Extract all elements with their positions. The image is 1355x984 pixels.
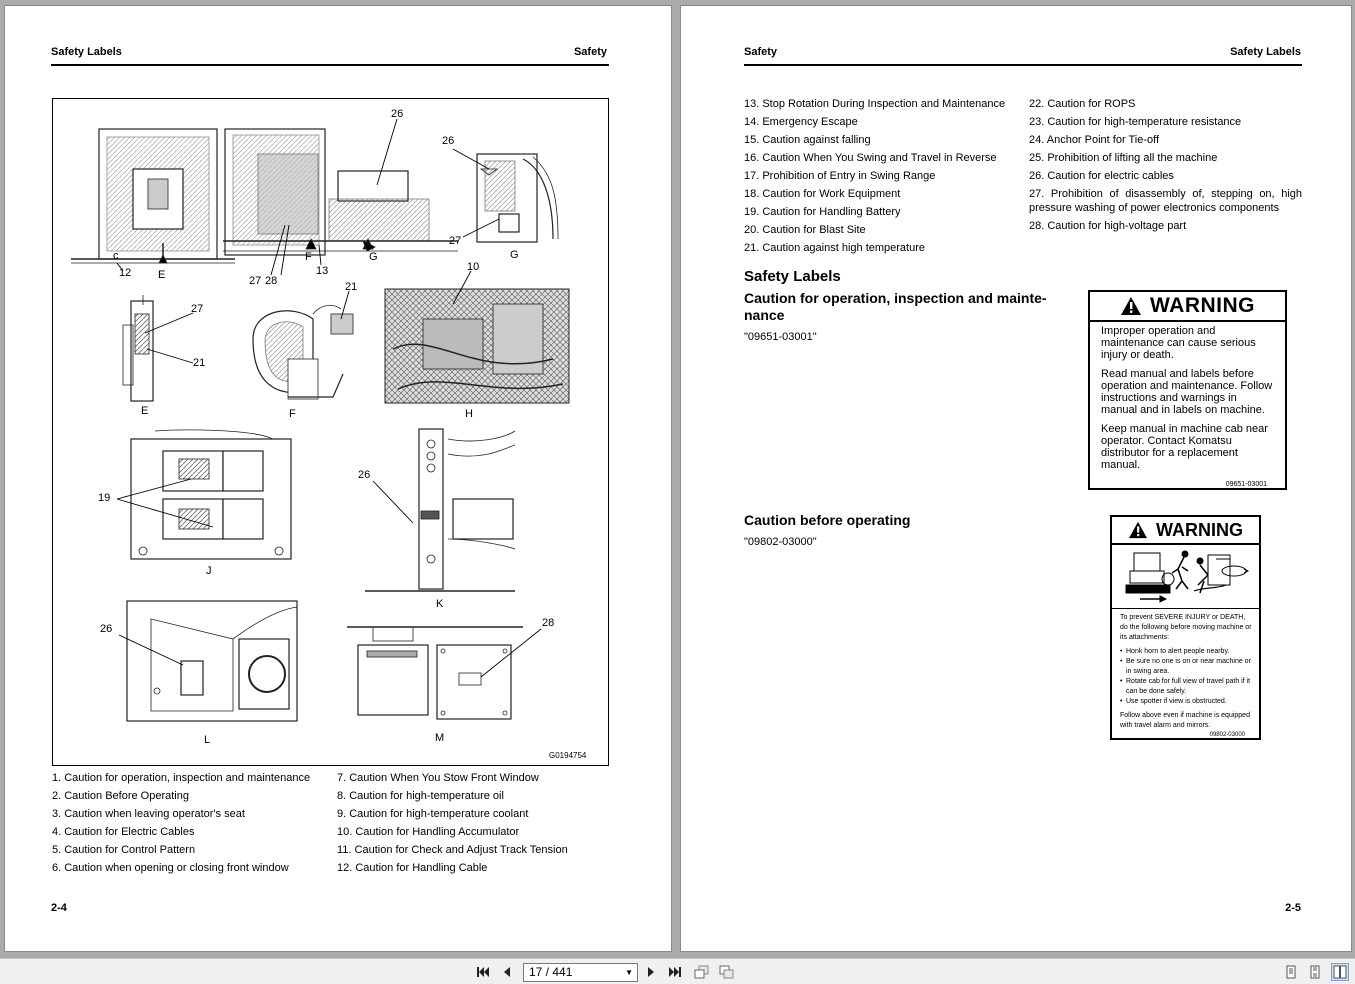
warning-label-09802	[1110, 515, 1261, 740]
page-number: 2-4	[51, 902, 67, 914]
right-header-section: Safety	[744, 46, 778, 58]
view-j	[131, 430, 291, 559]
next-page-icon	[646, 966, 656, 978]
list-item: 15. Caution against falling	[744, 134, 871, 146]
warning-triangle-icon	[1120, 296, 1142, 316]
machine-diagram	[53, 99, 608, 765]
page-indicator: 17 / 441	[529, 965, 573, 979]
two-page-view-button[interactable]	[1331, 963, 1349, 981]
warning-text: Keep manual in machine cab near operator. Contact Komatsu distributor for a replacement manual.	[1101, 423, 1268, 471]
list-item: 7. Caution When You Stow Front Window	[337, 772, 539, 784]
callout-27: 27	[449, 235, 462, 247]
list-item: 1. Caution for operation, inspection and maintenance	[52, 772, 311, 784]
callout-19: 19	[98, 492, 111, 504]
warning-title: WARNING	[1150, 294, 1255, 317]
callout-12: 12	[119, 267, 132, 279]
view-h	[385, 289, 569, 403]
callout-13: 13	[316, 265, 329, 277]
callout-e-view: E	[141, 405, 149, 417]
list-item: 10. Caution for Handling Accumulator	[337, 826, 520, 838]
list-item: 14. Emergency Escape	[744, 116, 858, 128]
list-item: 28. Caution for high-voltage part	[1029, 220, 1187, 232]
view-l	[127, 601, 297, 721]
left-header-title: Safety Labels	[51, 46, 122, 58]
subsection-title-before-operating: Caution before operating	[744, 512, 911, 528]
list-item: 6. Caution when opening or closing front window	[52, 862, 289, 874]
left-header-section: Safety	[573, 46, 607, 58]
callout-f-view: F	[289, 408, 296, 420]
section-title: Safety Labels	[744, 268, 841, 285]
warning-bullets	[1120, 647, 1253, 707]
continuous-view-button[interactable]	[1306, 963, 1324, 981]
view-overall-middle	[223, 129, 458, 255]
right-page	[680, 5, 1352, 952]
list-item: 21. Caution against high temperature	[744, 242, 926, 254]
callout-28: 28	[265, 275, 278, 287]
warning-body	[1112, 609, 1259, 731]
list-item: 8. Caution for high-temperature oil	[337, 790, 504, 802]
warning-bullet: • Honk horn to alert people nearby.	[1120, 647, 1253, 657]
last-page-button[interactable]	[666, 963, 684, 981]
first-page-button[interactable]	[474, 963, 492, 981]
warning-bullet: • Rotate cab for full view of travel path if it can be done safely.	[1120, 677, 1253, 697]
list-item: 2. Caution Before Operating	[52, 790, 189, 802]
callout-27: 27	[249, 275, 262, 287]
first-page-icon	[476, 966, 490, 978]
header-rule	[51, 64, 609, 66]
rotate-forward-button[interactable]	[718, 963, 736, 981]
callout-m-view: M	[435, 732, 445, 744]
warning-title: WARNING	[1156, 519, 1243, 540]
subsection-title-operation: Caution for operation, inspection and mainte- nance	[744, 290, 1047, 323]
warning-text: Read manual and labels before operation and maintenance. Follow instructions and warnings in manual and in labels on machine.	[1101, 368, 1273, 416]
chevron-down-icon: ▼	[625, 968, 633, 977]
single-page-icon	[1285, 965, 1297, 979]
left-page	[4, 5, 672, 952]
previous-page-icon	[502, 966, 512, 978]
callout-26: 26	[358, 469, 371, 481]
warning-code: 09802-03000	[1209, 732, 1245, 738]
callout-26: 26	[442, 135, 455, 147]
list-item: 26. Caution for electric cables	[1029, 170, 1174, 182]
page-back-icon	[694, 965, 710, 979]
list-item: 5. Caution for Control Pattern	[52, 844, 196, 856]
label-list-col2	[337, 769, 568, 877]
figure-code: G0194754	[549, 751, 587, 760]
callout-10: 10	[467, 261, 480, 273]
viewer-toolbar	[0, 958, 1355, 984]
callout-e: E	[158, 269, 166, 281]
list-item: 11. Caution for Check and Adjust Track Tension	[337, 844, 568, 856]
page-number-select[interactable]	[523, 963, 638, 982]
list-item: 9. Caution for high-temperature coolant	[337, 808, 529, 820]
label-list-col1	[52, 769, 310, 877]
single-page-view-button[interactable]	[1282, 963, 1300, 981]
list-item: 27. Prohibition of disassembly of, stepping on, high pressure washing of power electronics components	[1029, 188, 1302, 214]
warning-bullet: • Be sure no one is on or near machine or in swing area.	[1120, 657, 1253, 677]
callout-l-view: L	[204, 734, 211, 746]
callout-g: G	[369, 251, 378, 263]
view-overall-left	[71, 129, 235, 263]
list-item: 3. Caution when leaving operator's seat	[52, 808, 245, 820]
label-list-col3	[744, 95, 1005, 257]
list-item: 13. Stop Rotation During Inspection and Maintenance	[744, 98, 1006, 110]
list-item: 4. Caution for Electric Cables	[52, 826, 195, 838]
list-item: 24. Anchor Point for Tie-off	[1029, 134, 1160, 146]
list-item: 16. Caution When You Swing and Travel in Reverse	[744, 152, 997, 164]
warning-body	[1090, 322, 1285, 471]
list-item: 23. Caution for high-temperature resistance	[1029, 116, 1242, 128]
page-number: 2-5	[1285, 902, 1301, 914]
list-item: 17. Prohibition of Entry in Swing Range	[744, 170, 936, 182]
list-item: 25. Prohibition of lifting all the machine	[1029, 152, 1218, 164]
view-g	[477, 154, 558, 242]
view-m	[347, 627, 523, 719]
warning-outro: Follow above even if machine is equipped with travel alarm and mirrors.	[1120, 712, 1250, 729]
part-number: "09802-03000"	[744, 536, 817, 548]
list-item: 19. Caution for Handling Battery	[744, 206, 901, 218]
warning-label-09651	[1088, 290, 1287, 490]
callout-j-view: J	[206, 565, 212, 577]
label-list-col4	[1029, 95, 1302, 235]
warning-pictogram	[1112, 545, 1259, 609]
rotate-back-button[interactable]	[693, 963, 711, 981]
safety-label-location-figure	[52, 98, 609, 766]
view-k	[365, 429, 515, 591]
callout-28: 28	[542, 617, 555, 629]
list-item: 12. Caution for Handling Cable	[337, 862, 488, 874]
warning-bullet: • Use spotter if view is obstructed.	[1120, 697, 1253, 707]
warning-header	[1112, 517, 1259, 545]
view-e	[123, 295, 153, 401]
previous-page-button[interactable]	[498, 963, 516, 981]
warning-header	[1090, 292, 1285, 322]
callout-f: F	[305, 251, 312, 263]
right-header-title: Safety Labels	[1230, 46, 1301, 58]
callout-21: 21	[193, 357, 206, 369]
list-item: 20. Caution for Blast Site	[744, 224, 866, 236]
next-page-button[interactable]	[642, 963, 660, 981]
last-page-icon	[668, 966, 682, 978]
page-forward-icon	[719, 965, 735, 979]
list-item: 18. Caution for Work Equipment	[744, 188, 901, 200]
callout-g-view: G	[510, 249, 519, 261]
list-item: 22. Caution for ROPS	[1029, 98, 1136, 110]
warning-text: Improper operation and maintenance can cause serious injury or death.	[1101, 325, 1256, 361]
callout-c: c	[113, 250, 119, 262]
warning-code: 09651-03001	[1225, 481, 1267, 488]
warning-intro: To prevent SEVERE INJURY or DEATH, do the following before moving machine or its attachments:	[1120, 614, 1252, 641]
callout-26: 26	[100, 623, 113, 635]
continuous-page-icon	[1309, 965, 1321, 979]
callout-27: 27	[191, 303, 204, 315]
callout-26: 26	[391, 108, 404, 120]
callout-k-view: K	[436, 598, 444, 610]
view-f	[253, 305, 353, 399]
callout-h-view: H	[465, 408, 473, 420]
header-rule	[744, 64, 1302, 66]
part-number: "09651-03001"	[744, 331, 817, 343]
callout-21: 21	[345, 281, 358, 293]
warning-triangle-icon	[1128, 521, 1148, 539]
excavator-hazard-icon	[1112, 545, 1259, 609]
two-page-icon	[1333, 965, 1347, 979]
